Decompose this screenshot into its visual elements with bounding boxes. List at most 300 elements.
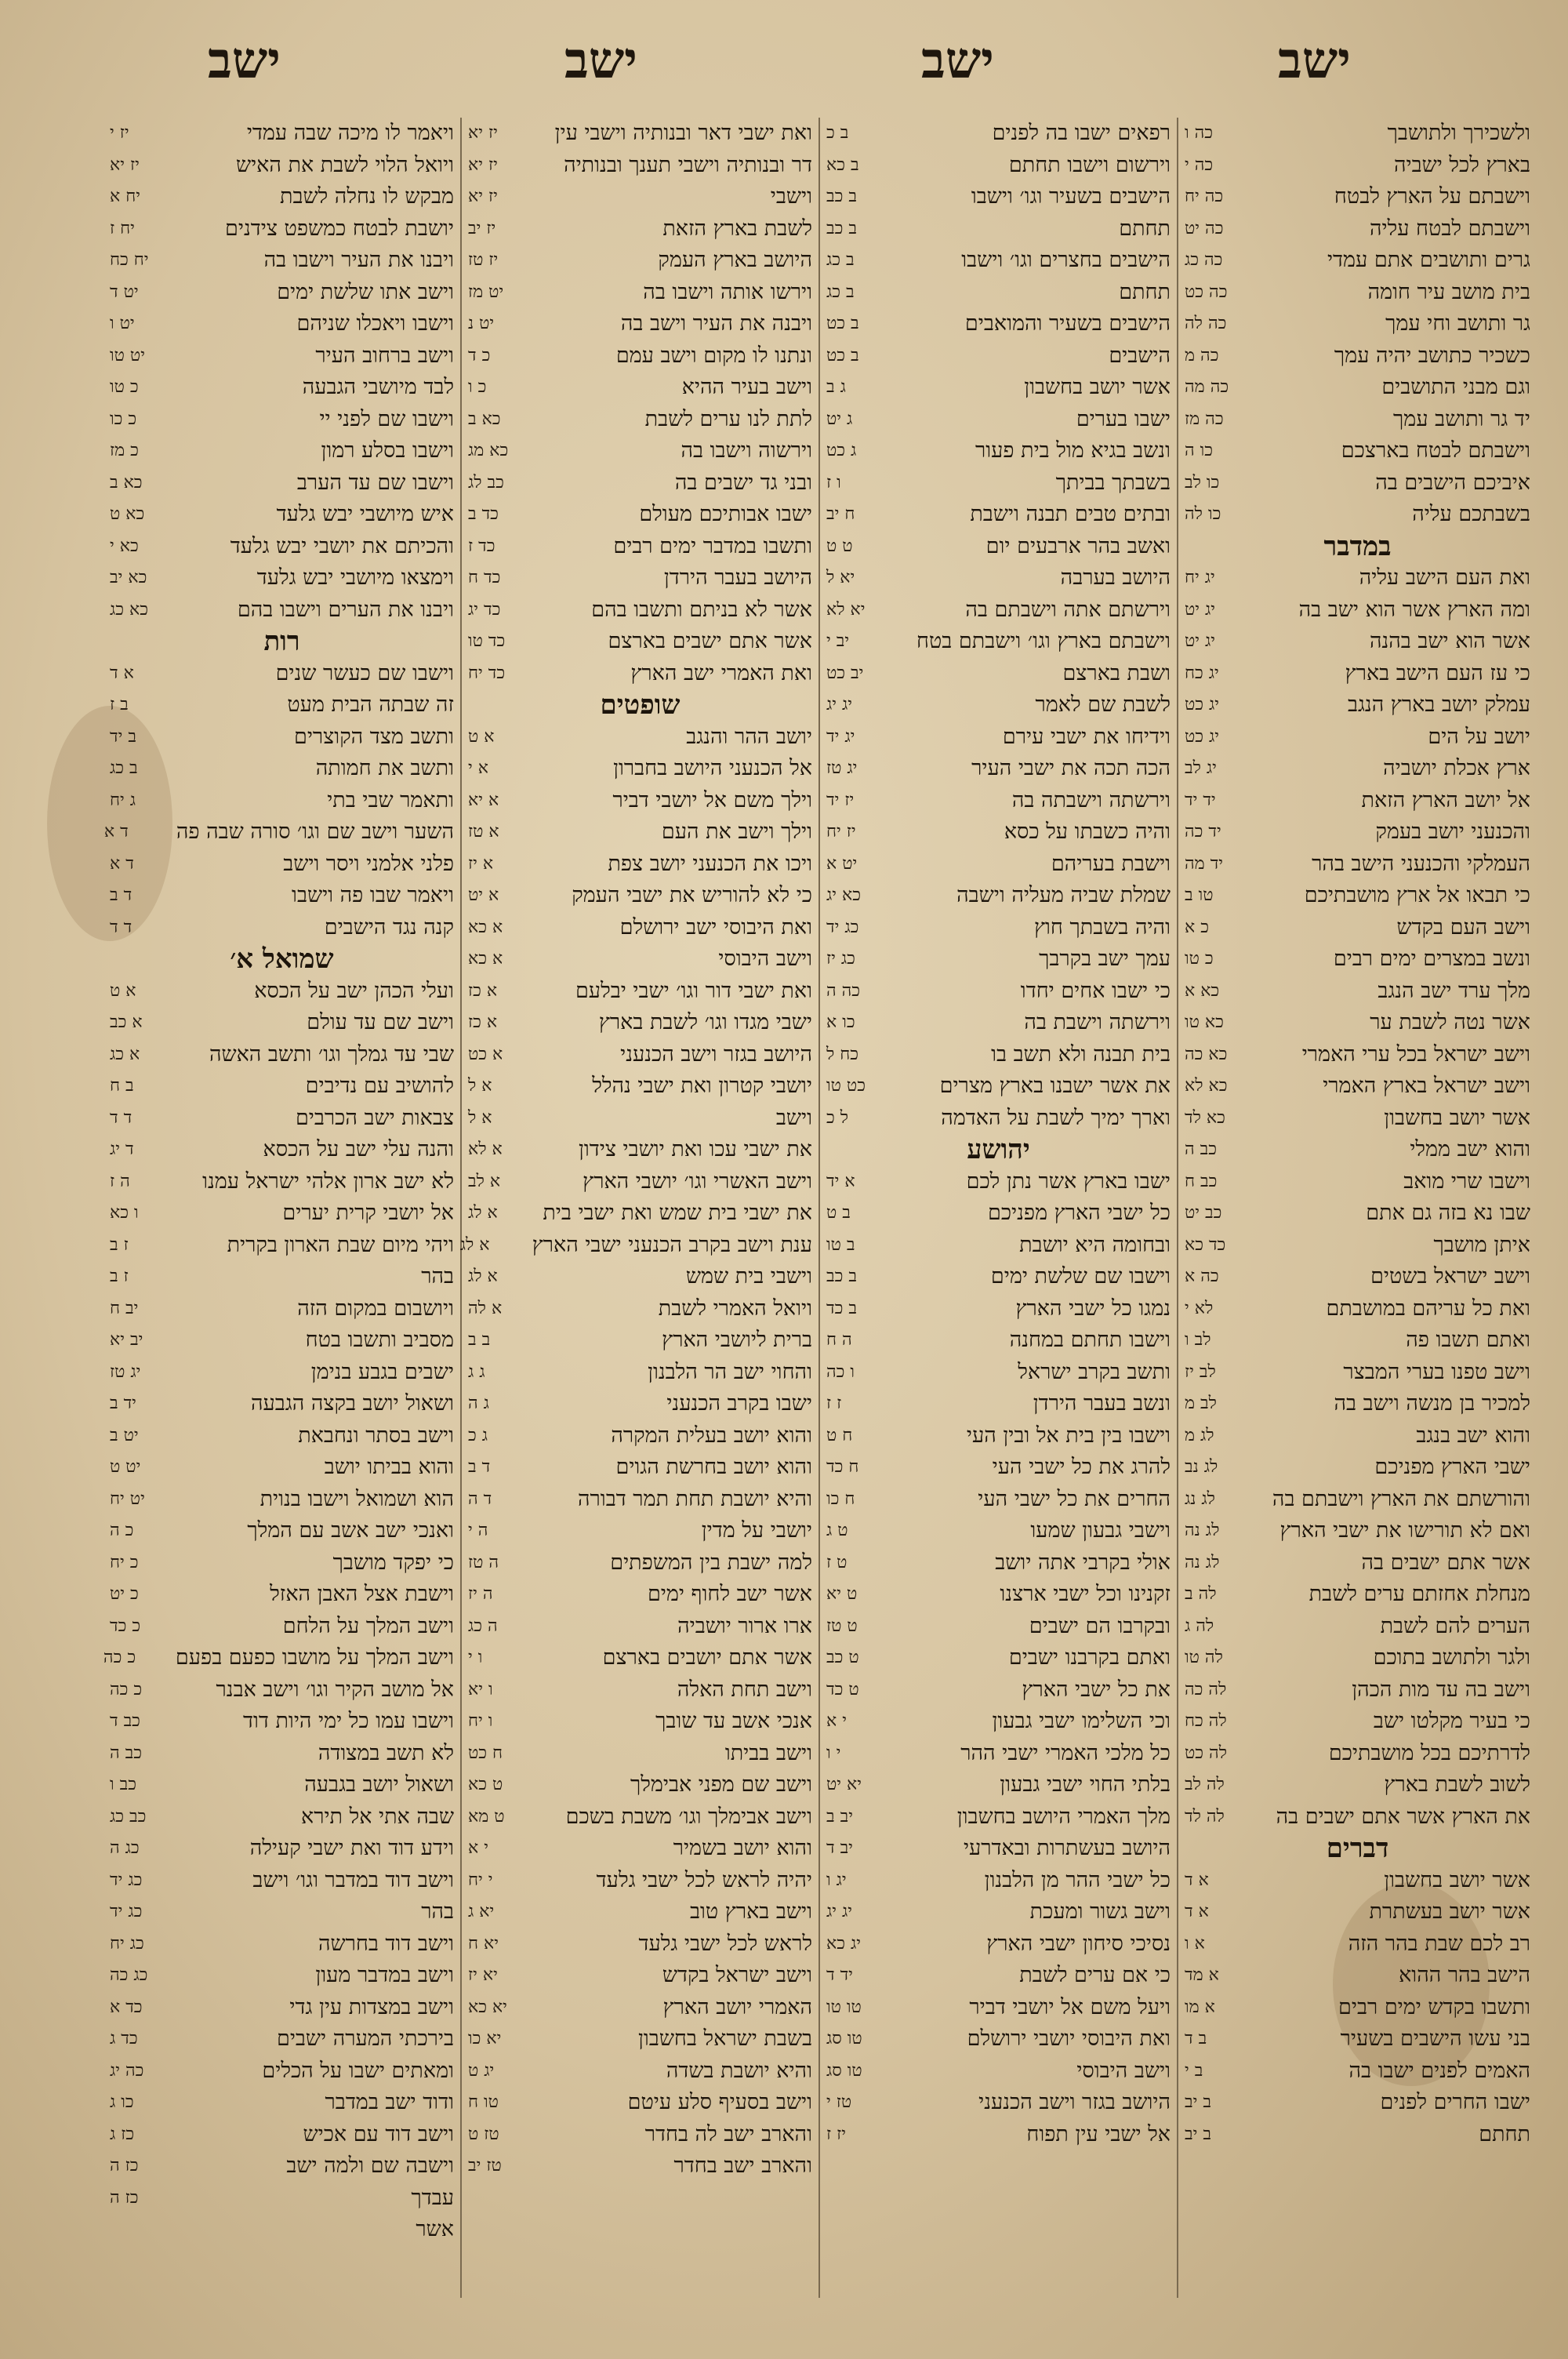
entry-text: הישבים xyxy=(1109,343,1171,368)
concordance-entry xyxy=(110,2087,454,2119)
concordance-entry xyxy=(110,404,454,436)
concordance-entry xyxy=(826,404,1171,436)
entry-reference: ט ז xyxy=(826,1552,848,1572)
concordance-entry xyxy=(1185,1007,1530,1039)
entry-text: שמואל א׳ xyxy=(230,943,334,975)
entry-text: נסיכי סיחון ישבי הארץ xyxy=(986,1931,1171,1956)
concordance-entry xyxy=(826,1611,1171,1643)
entry-text: לא ישב ארון אלהי ישראל עמנו xyxy=(202,1169,454,1194)
entry-reference: כ כד xyxy=(110,1616,141,1636)
entry-text: עמך ישב בקרבך xyxy=(1039,947,1171,971)
entry-text: ועלי הכהן ישב על הכסא xyxy=(254,978,454,1003)
entry-text: ותשב מצד הקוצרים xyxy=(293,724,454,749)
entry-reference: יד מה xyxy=(1185,853,1224,874)
entry-text: ובחומה היא יושבת xyxy=(1019,1232,1171,1257)
entry-text: כי בעיר מקלטו ישב xyxy=(1373,1709,1530,1733)
entry-text: ולגר ולתושב בתוכם xyxy=(1373,1645,1530,1670)
entry-text: ואת העם הישב עליה xyxy=(1359,565,1530,590)
concordance-entry xyxy=(110,1547,454,1579)
concordance-entry xyxy=(826,531,1171,563)
entry-text: והיא יושבת בשדה xyxy=(666,2058,812,2083)
entry-text: ישבו בערים xyxy=(1076,406,1171,431)
concordance-entry xyxy=(468,1325,812,1357)
entry-text: ותשב את חמותה xyxy=(315,756,454,780)
entry-text: צבאות ישב הכרבים xyxy=(295,1105,454,1130)
concordance-entry xyxy=(468,1642,812,1674)
entry-reference: ג ב xyxy=(826,377,846,397)
entry-text: וישב אבימלך וגו׳ משבת בשכם xyxy=(565,1804,812,1829)
concordance-entry xyxy=(468,1452,812,1484)
entry-reference: ב כד xyxy=(826,1298,857,1318)
entry-reference: ב כג xyxy=(826,282,855,302)
concordance-entry xyxy=(1185,626,1530,658)
entry-reference: א ל xyxy=(468,1076,492,1096)
entry-reference: כה לה xyxy=(1185,314,1227,333)
entry-text: אשר אתם ישבים בארצם xyxy=(608,629,812,653)
entry-reference: יז יד xyxy=(826,790,855,810)
book-heading xyxy=(826,1134,1171,1166)
entry-text: אל יושבי קרית יערים xyxy=(282,1201,454,1225)
concordance-entry xyxy=(826,753,1171,785)
concordance-entry xyxy=(1185,1039,1530,1071)
entry-reference: ד ד xyxy=(110,1107,132,1128)
entry-text: וישבו שם כעשר שנים xyxy=(275,660,454,685)
concordance-entry xyxy=(468,626,812,658)
entry-reference: טו ב xyxy=(1185,885,1214,905)
entry-reference: ט טז xyxy=(826,1616,858,1636)
concordance-entry xyxy=(468,562,812,594)
entry-text: וישב היבוסי xyxy=(718,947,812,971)
entry-text: יושבי על מדין xyxy=(701,1518,812,1543)
concordance-entry xyxy=(826,340,1171,373)
entry-text: וישב ישראל בארץ האמרי xyxy=(1323,1074,1530,1098)
concordance-entry xyxy=(1185,1198,1530,1230)
entry-reference: יג יט xyxy=(1185,599,1216,620)
entry-text: מלך האמרי היושב בחשבון xyxy=(956,1804,1171,1829)
concordance-entry xyxy=(1185,245,1530,277)
entry-reference: א י xyxy=(468,758,488,778)
concordance-entry xyxy=(826,499,1171,531)
entry-reference: כז ג xyxy=(110,2124,135,2144)
concordance-entry xyxy=(826,1070,1171,1103)
entry-reference: ג ה xyxy=(468,1394,489,1413)
entry-text: כי יפקד מושבך xyxy=(332,1550,454,1575)
entry-reference: לה לד xyxy=(1185,1806,1225,1826)
entry-text: ותשב בקרב ישראל xyxy=(1018,1359,1171,1384)
entry-text: ואת היבוסי ישב ירושלם xyxy=(619,914,812,940)
concordance-entry xyxy=(826,594,1171,627)
entry-reference: יא ח xyxy=(468,1933,499,1954)
concordance-entry xyxy=(826,562,1171,594)
entry-reference: כה י xyxy=(1185,154,1214,175)
concordance-entry xyxy=(468,1674,812,1707)
entry-reference: כא ב xyxy=(468,409,501,429)
running-header: ישב xyxy=(564,31,637,90)
entry-reference: א ד xyxy=(110,663,134,683)
concordance-entry xyxy=(468,722,812,754)
entry-text: ואם לא תורישו את ישבי הארץ xyxy=(1279,1518,1530,1543)
concordance-entry xyxy=(1185,1896,1530,1928)
concordance-entry xyxy=(468,1166,812,1198)
concordance-entry xyxy=(468,1865,812,1897)
entry-reference: ח כו xyxy=(826,1488,855,1509)
entry-reference: יב י xyxy=(826,631,850,651)
entry-reference: כד יח xyxy=(468,663,506,683)
concordance-entry xyxy=(468,118,812,150)
entry-reference: כה יג xyxy=(110,2060,144,2081)
concordance-entry xyxy=(1185,562,1530,594)
entry-text: הוא ושמואל וישבו בנוית xyxy=(260,1486,454,1511)
concordance-entry xyxy=(468,1070,812,1103)
concordance-entry xyxy=(110,1960,454,1992)
entry-text: ותשבו במדבר ימים רבים xyxy=(613,533,812,558)
entry-text: כל ישבי הארץ מפניכם xyxy=(988,1201,1171,1225)
entry-reference: כג כה xyxy=(110,1965,148,1985)
entry-text: את הארץ אשר אתם ישבים בה xyxy=(1276,1804,1530,1829)
concordance-entry xyxy=(110,1833,454,1865)
entry-reference: יז יב xyxy=(468,218,496,238)
entry-text: אל מושב הקיר וגו׳ וישב אבנר xyxy=(216,1677,454,1702)
concordance-entry xyxy=(1185,1579,1530,1611)
entry-reference: כד ז xyxy=(468,536,495,556)
concordance-entry xyxy=(826,1515,1171,1547)
entry-text: ואת היבוסי יושבי ירושלם xyxy=(967,2026,1171,2051)
concordance-entry xyxy=(468,499,812,531)
entry-text: וישבי בית שמש xyxy=(685,1264,812,1289)
entry-text: ישבי מגדו וגו׳ לשבת בארץ xyxy=(598,1010,812,1034)
entry-text: ואת כל עריהם במושבתם xyxy=(1326,1296,1530,1321)
concordance-entry xyxy=(110,1484,454,1516)
entry-reference: כ כה xyxy=(103,1648,136,1667)
entry-reference: טז יב xyxy=(468,2156,502,2175)
entry-reference: כז ה xyxy=(110,2187,139,2208)
entry-reference: טו טו xyxy=(826,1997,862,2017)
entry-reference: יט ו xyxy=(110,314,135,333)
entry-reference: ב כט xyxy=(826,314,859,333)
entry-text: תחתם xyxy=(1479,2121,1530,2146)
entry-reference: כב ד xyxy=(110,1711,140,1731)
entry-reference: כה מז xyxy=(1185,409,1224,429)
entry-text: ישבו אבותיכם מעולם xyxy=(639,502,812,526)
entry-text: והיא יושבת תחת תמר דבורה xyxy=(578,1486,812,1511)
entry-text: להרג את כל ישבי העי xyxy=(992,1455,1171,1479)
entry-text: מבקש לו נחלה לשבת xyxy=(279,184,454,209)
entry-text: אנכי אשב עד שובך xyxy=(655,1709,812,1733)
concordance-entry xyxy=(110,1039,454,1071)
entry-reference: לה טו xyxy=(1185,1648,1223,1667)
entry-text: ואת ישבי דור וגו׳ ישבי יבלעם xyxy=(575,978,812,1003)
entry-reference: יג ט xyxy=(468,2060,495,2081)
entry-text: ישבים בגבע בנימן xyxy=(310,1359,454,1384)
entry-text: וישב בביתו xyxy=(724,1740,812,1765)
entry-reference: ו כא xyxy=(110,1203,139,1223)
entry-reference: יט ט xyxy=(110,1457,141,1477)
entry-text: וישבתם לבטח בארצכם xyxy=(1341,438,1530,463)
entry-reference: כ א xyxy=(1185,917,1209,937)
entry-text: ובתים טבים תבנה וישבת xyxy=(970,502,1171,526)
entry-reference: כה מה xyxy=(1185,377,1229,397)
concordance-entry xyxy=(110,277,454,309)
entry-reference: לה ב xyxy=(1185,1584,1217,1604)
entry-text: אשר נטה לשבת ער xyxy=(1370,1010,1530,1034)
concordance-entry xyxy=(110,1992,454,2024)
concordance-entry xyxy=(826,1484,1171,1516)
concordance-entry xyxy=(110,594,454,627)
entry-reference: ב כב xyxy=(826,218,857,238)
concordance-entry xyxy=(110,372,454,404)
entry-text: והוא ישב ממלי xyxy=(1410,1137,1530,1161)
entry-reference: א יז xyxy=(468,853,494,874)
entry-reference: כא א xyxy=(1185,980,1220,1001)
entry-reference: ח יב xyxy=(826,504,855,524)
entry-text: והארב ישב בחדר xyxy=(673,2154,812,2178)
entry-reference: לב ו xyxy=(1185,1330,1211,1350)
entry-text: זה שבתה הבית מעט xyxy=(287,692,454,717)
entry-reference: א כז xyxy=(468,1012,498,1032)
entry-reference: לג מ xyxy=(1185,1425,1214,1445)
concordance-entry xyxy=(468,181,812,213)
concordance-entry xyxy=(826,816,1171,849)
entry-reference: כ ו xyxy=(468,377,487,397)
entry-reference: ב טו xyxy=(826,1234,855,1255)
concordance-entry xyxy=(110,1325,454,1357)
concordance-entry xyxy=(468,1103,812,1135)
entry-text: דר ובנותיה וישבי תענך ובנותיה xyxy=(564,152,812,177)
entry-text: וישבי גבעון שמעו xyxy=(1030,1518,1171,1543)
entry-reference: ב ז xyxy=(110,695,129,714)
concordance-entry xyxy=(468,435,812,467)
entry-text: וישבי xyxy=(770,184,812,209)
entry-text: להושיב עם נדיבים xyxy=(305,1074,454,1098)
entry-text: וישבו שם שלשת ימים xyxy=(990,1264,1171,1289)
entry-text: שמלת שביה מעליה וישבה xyxy=(956,883,1171,907)
concordance-entry xyxy=(1185,1484,1530,1516)
concordance-entry xyxy=(1185,1103,1530,1135)
concordance-entry xyxy=(1185,1865,1530,1897)
entry-text: אל ישבי עין תפוח xyxy=(1026,2121,1171,2146)
entry-text: וידע דוד ואת ישבי קעילה xyxy=(249,1836,454,1860)
entry-reference: כג יח xyxy=(110,1933,144,1954)
concordance-entry xyxy=(110,1357,454,1389)
entry-reference: יז יא xyxy=(468,123,498,143)
entry-reference: טז י xyxy=(826,2092,852,2112)
concordance-entry xyxy=(826,181,1171,213)
concordance-entry xyxy=(110,1801,454,1834)
entry-reference: יז טז xyxy=(468,250,499,270)
entry-reference: כ ד xyxy=(468,345,491,365)
concordance-entry xyxy=(826,1388,1171,1420)
concordance-entry xyxy=(459,1230,812,1262)
concordance-entry xyxy=(468,1928,812,1961)
entry-text: אשר xyxy=(416,2217,454,2241)
entry-text: ויבנו את העיר וישבו בה xyxy=(263,248,454,272)
entry-text: קנה נגד הישבים xyxy=(324,914,454,940)
entry-text: הישבים בחצרים וגו׳ וישבו xyxy=(961,248,1171,272)
entry-text: וישבה שם ולמה ישב xyxy=(286,2154,454,2178)
concordance-entry xyxy=(468,1738,812,1770)
entry-reference: ב יד xyxy=(110,726,136,747)
concordance-entry xyxy=(468,1420,812,1452)
entry-text: בלתי החוי ישבי גבעון xyxy=(1000,1772,1171,1797)
concordance-entry xyxy=(1185,340,1530,373)
concordance-entry xyxy=(110,340,454,373)
concordance-entry xyxy=(826,1103,1171,1135)
concordance-entry xyxy=(468,1992,812,2024)
entry-text: היושב בעשתרות ובאדרעי xyxy=(963,1836,1171,1860)
entry-reference: כב ה xyxy=(110,1743,143,1763)
concordance-entry xyxy=(110,1388,454,1420)
entry-text: לשבת שם לאמר xyxy=(1035,692,1171,717)
entry-reference: יג כט xyxy=(1185,726,1220,747)
concordance-entry xyxy=(110,1420,454,1452)
entry-reference: ט כב xyxy=(826,1648,859,1667)
entry-reference: ג יט xyxy=(826,409,853,429)
entry-reference: א כא xyxy=(468,917,503,937)
entry-reference: כא יג xyxy=(826,885,861,905)
concordance-entry xyxy=(1185,2055,1530,2088)
column xyxy=(103,118,462,2298)
entry-reference: יג כא xyxy=(826,1933,861,1954)
entry-text: לשבת בארץ הזאת xyxy=(662,216,812,241)
concordance-entry xyxy=(1185,467,1530,500)
entry-reference: לה כט xyxy=(1185,1743,1227,1763)
concordance-entry xyxy=(468,1896,812,1928)
concordance-entry xyxy=(468,2023,812,2055)
entry-reference: כג יד xyxy=(110,1902,143,1921)
concordance-entry xyxy=(1185,1261,1530,1293)
entry-reference: יג ו xyxy=(826,1870,847,1890)
entry-reference: ד ה xyxy=(468,1488,492,1509)
concordance-entry xyxy=(1185,1325,1530,1357)
concordance-entry xyxy=(826,245,1171,277)
entry-text: וישב בעיר ההיא xyxy=(681,375,812,399)
running-header: ישב xyxy=(1278,31,1351,90)
concordance-entry xyxy=(1185,594,1530,627)
entry-reference: ד ד xyxy=(110,917,132,937)
entry-reference: יח א xyxy=(110,187,140,206)
entry-text: עמלק יושב בארץ הנגב xyxy=(1347,692,1530,717)
entry-reference: ד יג xyxy=(110,1140,134,1159)
entry-reference: א ד xyxy=(1185,1902,1209,1921)
concordance-entry xyxy=(1185,1706,1530,1738)
concordance-entry xyxy=(1185,849,1530,881)
entry-text: וישב שם מפני אבימלך xyxy=(630,1772,812,1797)
entry-reference: כב כג xyxy=(110,1806,147,1826)
entry-text: אל הכנעני היושב בחברון xyxy=(613,756,812,780)
concordance-entry xyxy=(826,722,1171,754)
running-header: ישב xyxy=(921,31,994,90)
concordance-entry xyxy=(826,435,1171,467)
entry-reference: ב כב xyxy=(826,187,857,206)
concordance-entry xyxy=(826,1325,1171,1357)
entry-reference: יט טו xyxy=(110,345,145,365)
entry-text: וישב בה עד מות הכהן xyxy=(1352,1677,1530,1702)
concordance-entry xyxy=(1185,689,1530,722)
entry-text: הישב בהר ההוא xyxy=(1399,1963,1530,1987)
entry-reference: כ טו xyxy=(1185,949,1214,969)
entry-reference: כג יד xyxy=(826,917,859,937)
entry-reference: כז ה xyxy=(110,2156,139,2175)
concordance-entry xyxy=(468,1960,812,1992)
entry-reference: ב יב xyxy=(1185,2092,1211,2112)
entry-text: וימצאו מיושבי יבש גלעד xyxy=(256,565,454,590)
concordance-entry xyxy=(1185,1611,1530,1643)
entry-reference: כא ט xyxy=(110,504,145,524)
entry-reference: א לא xyxy=(468,1140,503,1159)
entry-text: את אשר ישבנו בארץ מצרים xyxy=(939,1074,1171,1098)
entry-text: וישב בארץ טוב xyxy=(689,1899,812,1924)
entry-text: עבדך xyxy=(411,2185,454,2210)
entry-text: במדבר xyxy=(1323,530,1392,562)
entry-text: וידיחו את ישבי עירם xyxy=(1002,724,1171,749)
entry-text: ותאמר שבי בתי xyxy=(327,787,454,812)
entry-reference: יז ז xyxy=(826,2124,847,2144)
entry-text: ארו ארור יושביה xyxy=(677,1613,812,1638)
concordance-entry xyxy=(468,404,812,436)
entry-text: היושב בערבה xyxy=(1060,565,1171,590)
entry-text: אל יושב הארץ הזאת xyxy=(1361,787,1530,812)
entry-reference: כב יט xyxy=(1185,1203,1222,1223)
concordance-entry xyxy=(110,849,454,881)
entry-reference: כד א xyxy=(110,1997,143,2017)
concordance-entry xyxy=(110,213,454,245)
entry-text: וישבו שרי מואב xyxy=(1403,1169,1530,1194)
entry-reference: כ יח xyxy=(110,1552,139,1572)
entry-reference: לב יז xyxy=(1185,1361,1216,1382)
concordance-entry xyxy=(1185,1960,1530,1992)
concordance-entry xyxy=(468,1515,812,1547)
entry-text: וישב היבוסי xyxy=(1076,2058,1171,2083)
entry-text: לשוב לשבת בארץ xyxy=(1384,1772,1530,1797)
concordance-entry xyxy=(826,150,1171,182)
concordance-entry xyxy=(468,1801,812,1834)
concordance-entry xyxy=(110,2150,454,2183)
concordance-entry xyxy=(110,181,454,213)
entry-text: ודוד ישב במדבר xyxy=(325,2090,454,2114)
concordance-entry xyxy=(110,1070,454,1103)
entry-reference: טו סג xyxy=(826,2029,862,2048)
entry-text: ולשכירך ולתושבך xyxy=(1387,121,1530,145)
concordance-entry xyxy=(110,658,454,690)
entry-reference: לא י xyxy=(1185,1298,1214,1318)
concordance-entry xyxy=(1185,785,1530,817)
entry-text: וכי השלימו ישבי גבעון xyxy=(992,1709,1171,1733)
entry-text: אשר יושב בחשבון xyxy=(1384,1867,1530,1892)
entry-reference: כא י xyxy=(110,536,139,556)
entry-text: הכה תכה את ישבי העיר xyxy=(971,756,1171,780)
entry-text: והוא יושב בשמיר xyxy=(673,1836,812,1860)
concordance-entry xyxy=(468,1357,812,1389)
entry-text: למה ישבת בין המשפתים xyxy=(610,1550,812,1575)
entry-text: והכיתם את יושבי יבש גלעד xyxy=(230,533,454,558)
entry-text: וישב דוד עם אכיש xyxy=(303,2121,454,2146)
entry-reference: א ל xyxy=(468,1107,492,1128)
entry-reference: א לב xyxy=(468,1171,501,1191)
entry-text: נמגו כל ישבי הארץ xyxy=(1015,1296,1171,1321)
entry-reference: ב ט xyxy=(826,1203,851,1223)
entry-reference: ב כ xyxy=(826,123,849,143)
entry-reference: א מו xyxy=(1185,1997,1215,2017)
entry-text: אשר יושב בעשתרת xyxy=(1369,1899,1530,1924)
concordance-entry xyxy=(110,1230,454,1262)
entry-text: מסביב ותשבו בטח xyxy=(305,1328,454,1352)
concordance-entry xyxy=(1185,1357,1530,1389)
entry-reference: כ מז xyxy=(110,441,139,460)
entry-text: וירשו אותה וישבו בה xyxy=(643,279,812,304)
entry-reference: יט מז xyxy=(468,282,504,302)
entry-text: היושב בגזר וישב הכנעני xyxy=(620,1041,812,1067)
entry-reference: י ו xyxy=(826,1743,841,1763)
